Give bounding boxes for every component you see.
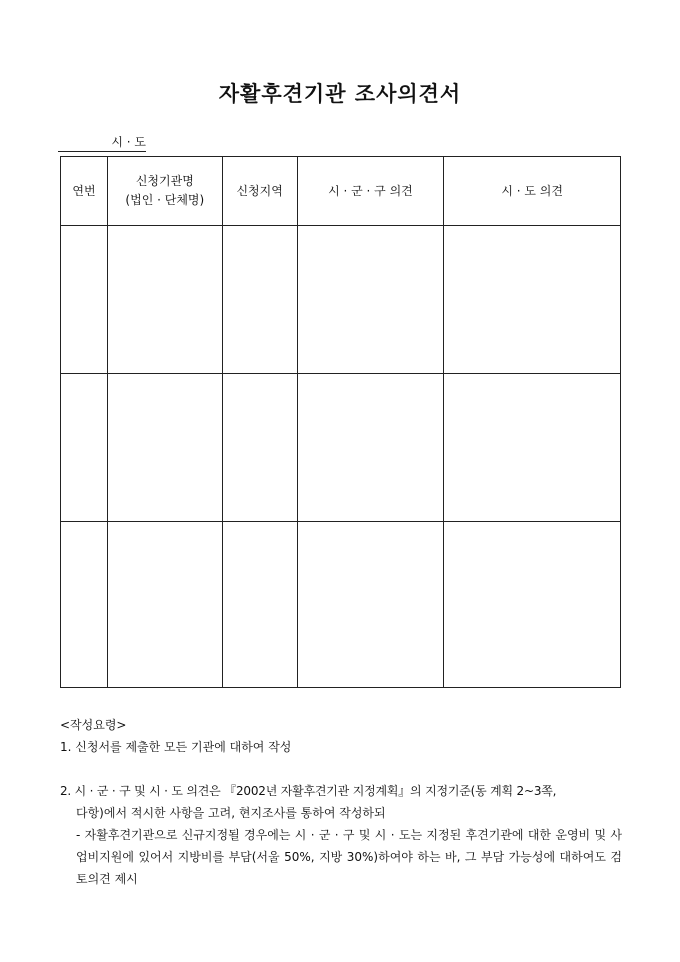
table-row <box>61 522 621 688</box>
table-cell <box>222 374 297 522</box>
instructions-heading: <작성요령> <box>60 718 127 732</box>
table-header-row <box>61 157 621 226</box>
instructions <box>60 714 622 890</box>
table-cell <box>444 522 621 688</box>
table-cell <box>297 374 444 522</box>
header-agency-name-line1: 신청기관명 <box>135 174 194 188</box>
instruction-item-1: 1. 신청서를 제출한 모든 기관에 대하여 작성 <box>60 740 292 754</box>
table-cell <box>107 226 222 374</box>
table-row <box>61 374 621 522</box>
table-cell <box>61 522 108 688</box>
table-cell <box>107 374 222 522</box>
header-region: 신청지역 <box>222 157 297 226</box>
header-province-opinion: 시 · 도 의견 <box>444 157 621 226</box>
table-cell <box>297 226 444 374</box>
table-cell <box>444 226 621 374</box>
instruction-item-2-sub: - 자활후견기관으로 신규지정될 경우에는 시 · 군 · 구 및 시 · 도는 지정된 후견기관에 대한 운영비 및 사업비지원에 있어서 지방비를 부담(서울 50%, 지방 30%)하여야 하는 바, 그 부담 가능성에 대하여도 검토의견 제시 <box>76 828 622 886</box>
header-city-opinion: 시 · 군 · 구 의견 <box>297 157 444 226</box>
table-cell <box>61 226 108 374</box>
table-cell <box>222 226 297 374</box>
region-label: 시 · 도 <box>58 133 146 152</box>
header-agency-name-line2: (법인 · 단체명) <box>125 193 205 207</box>
table-cell <box>61 374 108 522</box>
table-cell <box>222 522 297 688</box>
instruction-item-2: 2. 시 · 군 · 구 및 시 · 도 의견은 『2002년 자활후견기관 지정계획』의 지정기준(동 계획 2~3쪽, <box>60 784 557 798</box>
table-cell <box>107 522 222 688</box>
instruction-item-2-cont: 다항)에서 적시한 사항을 고려, 현지조사를 통하여 작성하되 <box>76 806 386 820</box>
document-title: 자활후견기관 조사의견서 <box>218 81 462 106</box>
table-row <box>61 226 621 374</box>
header-agency-name <box>107 157 222 226</box>
table-cell <box>297 522 444 688</box>
table-cell <box>444 374 621 522</box>
header-serial: 연번 <box>61 157 108 226</box>
survey-table <box>60 156 621 688</box>
